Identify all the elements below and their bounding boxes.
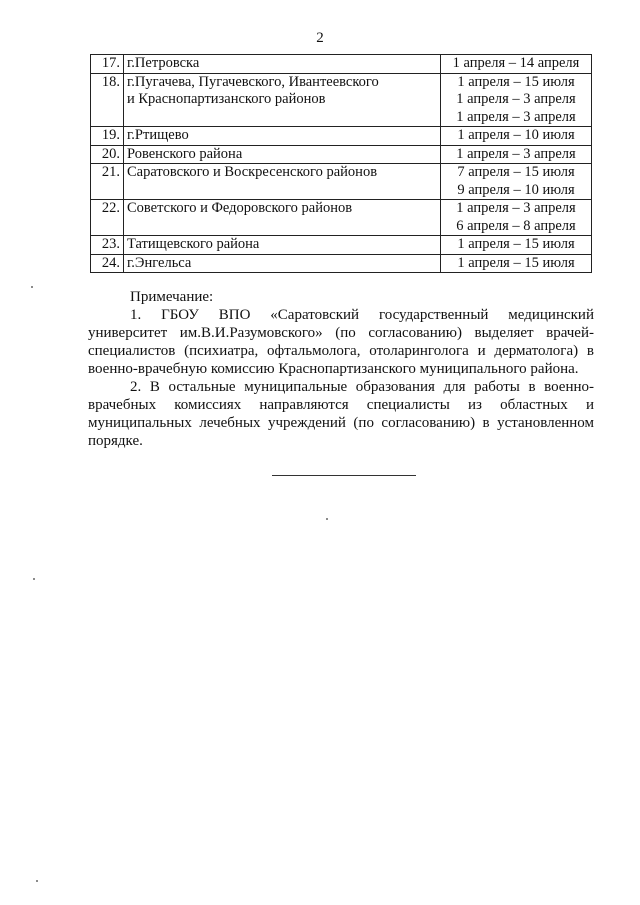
table-row bbox=[91, 55, 592, 74]
scan-speck bbox=[326, 518, 328, 520]
table-row bbox=[91, 73, 592, 127]
row-number: 23. bbox=[91, 236, 124, 255]
date-range: 7 апреля – 15 июля bbox=[457, 164, 575, 180]
table-row bbox=[91, 236, 592, 255]
closing-divider-line bbox=[272, 475, 416, 476]
date-range-cell bbox=[441, 73, 592, 127]
date-range: 1 апреля – 10 июля bbox=[457, 127, 575, 143]
municipality-name: Татищевского района bbox=[127, 236, 260, 252]
table-row bbox=[91, 254, 592, 273]
municipality-name: Ровенского района bbox=[127, 145, 243, 162]
municipality-name: г.Энгельса bbox=[127, 254, 192, 271]
date-range-cell bbox=[441, 127, 592, 146]
municipality-name: Саратовского и Воскресенского районов bbox=[127, 164, 378, 180]
row-number: 19. bbox=[91, 127, 124, 146]
date-range: 9 апреля – 10 июля bbox=[457, 181, 575, 198]
date-range-cell bbox=[441, 55, 592, 74]
date-range: 1 апреля – 15 июля bbox=[457, 236, 575, 252]
note-paragraph-1: 1. ГБОУ ВПО «Саратовский государственный медицинский университет им.В.И.Разумовского» (по согласованию) выделяет врачей-специалистов (психиатра, офтальмолога, отоларинголога и дерматолога) в военно-врачебную комиссию Краснопартизанского муниципального района. bbox=[88, 307, 594, 377]
municipality-name: Советского и Федоровского районов bbox=[127, 200, 353, 216]
date-range-cell bbox=[441, 254, 592, 273]
date-range-cell bbox=[441, 164, 592, 200]
municipality-cell bbox=[124, 73, 441, 127]
date-range: 1 апреля – 3 апреля bbox=[456, 108, 576, 125]
note-paragraph-2: 2. В остальные муниципальные образования для работы в военно-врачебных комиссиях направляются специалисты из областных и муниципальных лечебных учреждений (по согласованию) в установленном порядке. bbox=[88, 379, 594, 449]
scan-speck bbox=[36, 880, 38, 882]
date-range: 1 апреля – 15 июля bbox=[457, 73, 575, 90]
row-number: 24. bbox=[91, 254, 124, 273]
scan-speck bbox=[31, 286, 33, 288]
municipality-name: г.Пугачева, Пугачевского, Ивантеевского bbox=[127, 73, 379, 90]
schedule-table bbox=[90, 54, 592, 273]
date-range: 6 апреля – 8 апреля bbox=[456, 217, 576, 234]
row-number: 18. bbox=[91, 73, 124, 127]
row-number: 21. bbox=[91, 164, 124, 200]
date-range-cell bbox=[441, 145, 592, 164]
table-row bbox=[91, 164, 592, 200]
municipality-cell bbox=[124, 127, 441, 146]
page-number: 2 bbox=[316, 30, 324, 46]
table-row bbox=[91, 200, 592, 236]
municipality-name: г.Петровска bbox=[127, 55, 200, 71]
table-row bbox=[91, 145, 592, 164]
scan-speck bbox=[33, 578, 35, 580]
date-range: 1 апреля – 15 июля bbox=[457, 254, 575, 271]
date-range-cell bbox=[441, 200, 592, 236]
date-range: 1 апреля – 3 апреля bbox=[456, 91, 576, 107]
row-number: 22. bbox=[91, 200, 124, 236]
municipality-cell bbox=[124, 236, 441, 255]
municipality-cell bbox=[124, 164, 441, 200]
notes-title: Примечание: bbox=[130, 289, 214, 305]
schedule-table-body bbox=[91, 55, 592, 273]
municipality-cell bbox=[124, 200, 441, 236]
municipality-cell bbox=[124, 145, 441, 164]
municipality-name: г.Ртищево bbox=[127, 127, 189, 143]
date-range: 1 апреля – 3 апреля bbox=[456, 145, 576, 162]
notes-section bbox=[88, 288, 594, 450]
municipality-name: и Краснопартизанского районов bbox=[127, 91, 326, 107]
municipality-cell bbox=[124, 55, 441, 74]
date-range-cell bbox=[441, 236, 592, 255]
row-number: 20. bbox=[91, 145, 124, 164]
date-range: 1 апреля – 3 апреля bbox=[456, 200, 576, 216]
row-number: 17. bbox=[91, 55, 124, 74]
municipality-cell bbox=[124, 254, 441, 273]
date-range: 1 апреля – 14 апреля bbox=[452, 55, 580, 71]
table-row bbox=[91, 127, 592, 146]
